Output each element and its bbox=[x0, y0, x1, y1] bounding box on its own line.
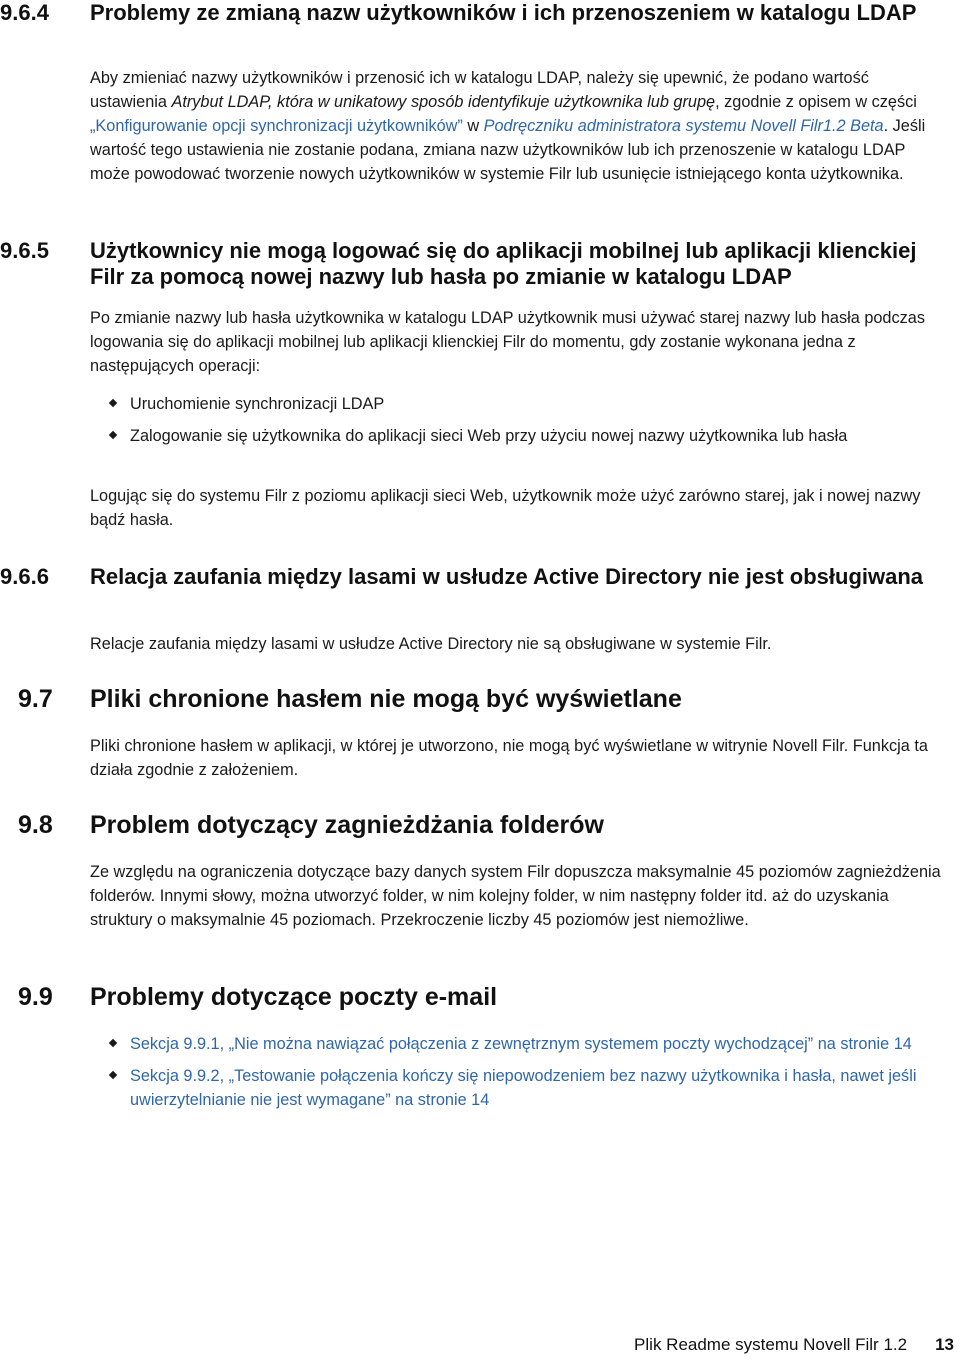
section-number: 9.6.4 bbox=[0, 0, 49, 25]
list-item bbox=[90, 424, 946, 448]
diamond-bullet-icon bbox=[109, 431, 117, 439]
link-user-sync-config[interactable]: „Konfigurowanie opcji synchronizacji użytkowników” bbox=[90, 117, 463, 135]
link-admin-guide[interactable]: Podręczniku administratora systemu Novell Filr1.2 Beta bbox=[483, 117, 884, 135]
section-number: 9.9 bbox=[18, 983, 53, 1011]
text-run: w bbox=[462, 117, 484, 135]
section-title: Problemy ze zmianą nazw użytkowników i ich przenoszeniem w katalogu LDAP bbox=[90, 0, 917, 25]
page-number: 13 bbox=[935, 1335, 954, 1354]
diamond-bullet-icon bbox=[109, 1039, 117, 1047]
link-list bbox=[90, 1032, 946, 1120]
text-run: . Jeśli wartość tego ustawienia nie zostanie podana, zmiana nazw użytkowników lub ich przenoszenie w katalogu LDAP może powodować tworzenie nowych użytkowników w systemie Filr lub usunięcie istniejącego konta użytkownika. bbox=[90, 117, 926, 183]
link-section-9-9-2[interactable]: Sekcja 9.9.2, „Testowanie połączenia kończy się niepowodzeniem bez nazwy użytkownika i hasła, nawet jeśli uwierzytelnianie nie jest wymagane” na stronie 14 bbox=[130, 1067, 917, 1109]
section-paragraph: Pliki chronione hasłem w aplikacji, w której je utworzono, nie mogą być wyświetlane w witrynie Novell Filr. Funkcja ta działa zgodnie z założeniem. bbox=[90, 737, 928, 779]
list-item bbox=[90, 1032, 946, 1056]
section-title: Pliki chronione hasłem nie mogą być wyświetlane bbox=[90, 685, 682, 713]
section-paragraph bbox=[90, 66, 946, 186]
diamond-bullet-icon bbox=[109, 1071, 117, 1079]
section-number: 9.6.6 bbox=[0, 564, 49, 589]
section-number: 9.7 bbox=[18, 685, 53, 713]
link-section-9-9-1[interactable]: Sekcja 9.9.1, „Nie można nawiązać połączenia z zewnętrznym systemem poczty wychodzącej” na stronie 14 bbox=[130, 1035, 912, 1053]
section-paragraph: Relacje zaufania między lasami w usłudze Active Directory nie są obsługiwane w systemie Filr. bbox=[90, 635, 772, 653]
footer-title: Plik Readme systemu Novell Filr 1.2 bbox=[634, 1335, 908, 1354]
list-item bbox=[90, 392, 946, 416]
section-title: Problem dotyczący zagnieżdżania folderów bbox=[90, 811, 605, 839]
page-footer bbox=[634, 1335, 954, 1355]
section-number: 9.8 bbox=[18, 811, 53, 839]
bullet-list bbox=[90, 392, 946, 456]
text-run: Aby zmieniać nazwy użytkowników i przenosić ich w katalogu LDAP, należy się upewnić, że podano wartość ustawienia bbox=[90, 69, 869, 111]
section-title: Relacja zaufania między lasami w usłudze Active Directory nie jest obsługiwana bbox=[90, 564, 924, 589]
section-paragraph: Logując się do systemu Filr z poziomu aplikacji sieci Web, użytkownik może użyć zarówno starej, jak i nowej nazwy bądź hasła. bbox=[90, 487, 921, 529]
section-paragraph: Po zmianie nazwy lub hasła użytkownika w katalogu LDAP użytkownik musi używać starej nazwy lub hasła podczas logowania się do aplikacji mobilnej lub aplikacji klienckiej Filr do momentu, gdy zostanie wykonana jedna z następujących operacji: bbox=[90, 309, 925, 375]
diamond-bullet-icon bbox=[109, 399, 117, 407]
section-paragraph: Ze względu na ograniczenia dotyczące bazy danych system Filr dopuszcza maksymalnie 45 poziomów zagnieżdżenia folderów. Innymi słowy, można utworzyć folder, w nim kolejny folder, w nim następny folder itd. aż do uzyskania struktury o maksymalnie 45 poziomach. Przekroczenie liczby 45 poziomów jest niemożliwe. bbox=[90, 863, 941, 929]
list-item-text: Zalogowanie się użytkownika do aplikacji sieci Web przy użyciu nowej nazwy użytkownika lub hasła bbox=[130, 427, 848, 445]
setting-name: Atrybut LDAP, która w unikatowy sposób identyfikuje użytkownika lub grupę bbox=[171, 93, 716, 111]
section-number: 9.6.5 bbox=[0, 238, 49, 263]
list-item-text: Uruchomienie synchronizacji LDAP bbox=[130, 395, 385, 413]
list-item bbox=[90, 1064, 946, 1112]
section-title: Użytkownicy nie mogą logować się do aplikacji mobilnej lub aplikacji klienckiej Filr za pomocą nowej nazwy lub hasła po zmianie w katalogu LDAP bbox=[90, 238, 917, 289]
text-run: , zgodnie z opisem w części bbox=[715, 93, 917, 111]
section-title: Problemy dotyczące poczty e-mail bbox=[90, 983, 498, 1011]
